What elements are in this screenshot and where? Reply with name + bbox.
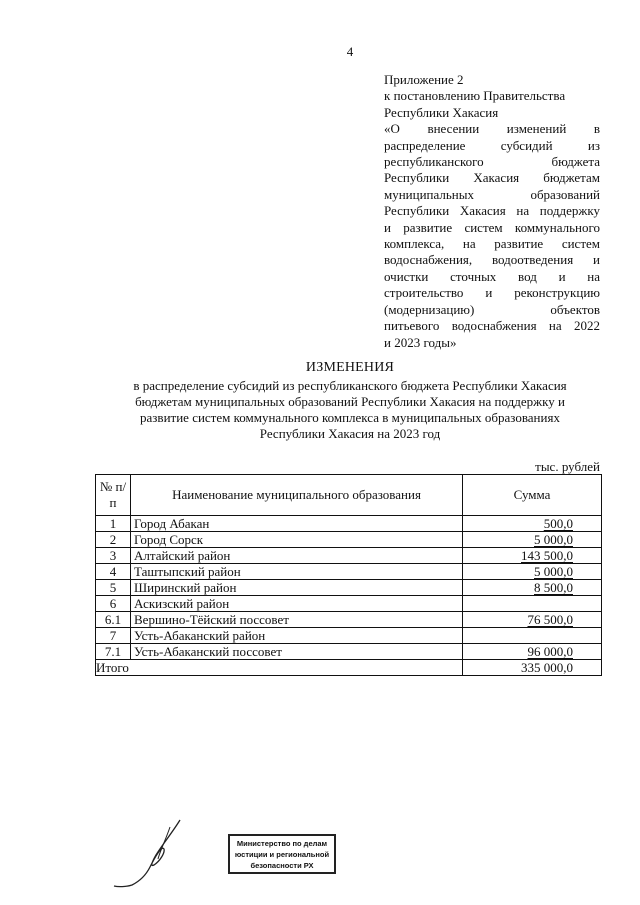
- appendix-header: [384, 72, 600, 351]
- stamp-line: безопасности РХ: [250, 861, 314, 870]
- total-sum: 335 000,0: [463, 660, 602, 676]
- appendix-text-line: водоснабжения, водоотведения и: [384, 252, 600, 268]
- row-sum: 76 500,0: [463, 612, 602, 628]
- row-num: 5: [96, 580, 131, 596]
- row-num: 7: [96, 628, 131, 644]
- appendix-text-line: муниципальных образований: [384, 186, 600, 202]
- row-sum: 143 500,0: [463, 548, 602, 564]
- row-sum: 5 000,0: [463, 532, 602, 548]
- table-row: [96, 644, 602, 660]
- appendix-text-line: и 2023 годы»: [384, 334, 457, 350]
- stamp-line: юстиции и региональной: [234, 850, 330, 859]
- table-row: [96, 580, 602, 596]
- document-subtitle: [100, 378, 600, 442]
- row-name: Ширинский район: [131, 580, 463, 596]
- table-row: [96, 548, 602, 564]
- appendix-line-3: Республики Хакасия: [384, 104, 499, 120]
- document-title: ИЗМЕНЕНИЯ: [305, 360, 395, 375]
- row-sum: 96 000,0: [463, 644, 602, 660]
- signature-image: [110, 815, 190, 895]
- appendix-text-line: «О внесении изменений в: [384, 121, 600, 137]
- row-sum: 8 500,0: [463, 580, 602, 596]
- row-name: Таштыпский район: [131, 564, 463, 580]
- header-num: № п/п: [96, 475, 131, 516]
- appendix-text-line: республиканского бюджета: [384, 154, 600, 170]
- table-row: [96, 516, 602, 532]
- table-row: [96, 612, 602, 628]
- table-row: [96, 564, 602, 580]
- row-name: Алтайский район: [131, 548, 463, 564]
- row-name: Вершино-Тёйский поссовет: [131, 612, 463, 628]
- page-number: 4: [346, 44, 354, 59]
- row-sum: 500,0: [463, 516, 602, 532]
- row-name: Город Сорск: [131, 532, 463, 548]
- appendix-text-line: строительство и реконструкцию: [384, 285, 600, 301]
- row-sum: [463, 628, 602, 644]
- appendix-text-line: комплекса, на развитие систем: [384, 236, 600, 252]
- appendix-text-line: Республики Хакасия бюджетам: [384, 170, 600, 186]
- subtitle-line: развитие систем коммунального комплекса в муниципальных образованиях: [140, 410, 560, 425]
- row-name: Аскизский район: [131, 596, 463, 612]
- header-name: Наименование муниципального образования: [131, 475, 463, 516]
- row-num: 7.1: [96, 644, 131, 660]
- row-num: 1: [96, 516, 131, 532]
- row-num: 6: [96, 596, 131, 612]
- row-name: Усть-Абаканский район: [131, 628, 463, 644]
- appendix-line-2: к постановлению Правительства: [384, 88, 566, 104]
- table-row: [96, 596, 602, 612]
- row-sum: 5 000,0: [463, 564, 602, 580]
- registration-stamp: [228, 834, 336, 874]
- subtitle-line: в распределение субсидий из республиканского бюджета Республики Хакасия: [133, 378, 567, 393]
- row-num: 3: [96, 548, 131, 564]
- appendix-text-line: (модернизацию) объектов: [384, 301, 600, 317]
- row-num: 4: [96, 564, 131, 580]
- row-num: 2: [96, 532, 131, 548]
- row-sum: [463, 596, 602, 612]
- stamp-line: Министерство по делам: [236, 839, 328, 848]
- units-label: тыс. рублей: [535, 459, 600, 474]
- appendix-text-line: Республики Хакасия на поддержку: [384, 203, 600, 219]
- table-total-row: [96, 660, 602, 676]
- appendix-text-line: очистки сточных вод и на: [384, 268, 600, 284]
- table-row: [96, 628, 602, 644]
- table-row: [96, 532, 602, 548]
- row-name: Город Абакан: [131, 516, 463, 532]
- subtitle-line: Республики Хакасия на 2023 год: [259, 426, 441, 441]
- subtitle-line: бюджетам муниципальных образований Республики Хакасия на поддержку и: [135, 394, 565, 409]
- header-sum: Сумма: [463, 475, 602, 516]
- row-name: Усть-Абаканский поссовет: [131, 644, 463, 660]
- appendix-text-line: распределение субсидий из: [384, 137, 600, 153]
- appendix-text-line: питьевого водоснабжения на 2022: [384, 318, 600, 334]
- table-header-row: [96, 475, 602, 516]
- appendix-line-1: Приложение 2: [384, 72, 464, 87]
- row-num: 6.1: [96, 612, 131, 628]
- appendix-text-line: и развитие систем коммунального: [384, 219, 600, 235]
- total-label: Итого: [96, 660, 463, 676]
- subsidy-table: [95, 474, 602, 676]
